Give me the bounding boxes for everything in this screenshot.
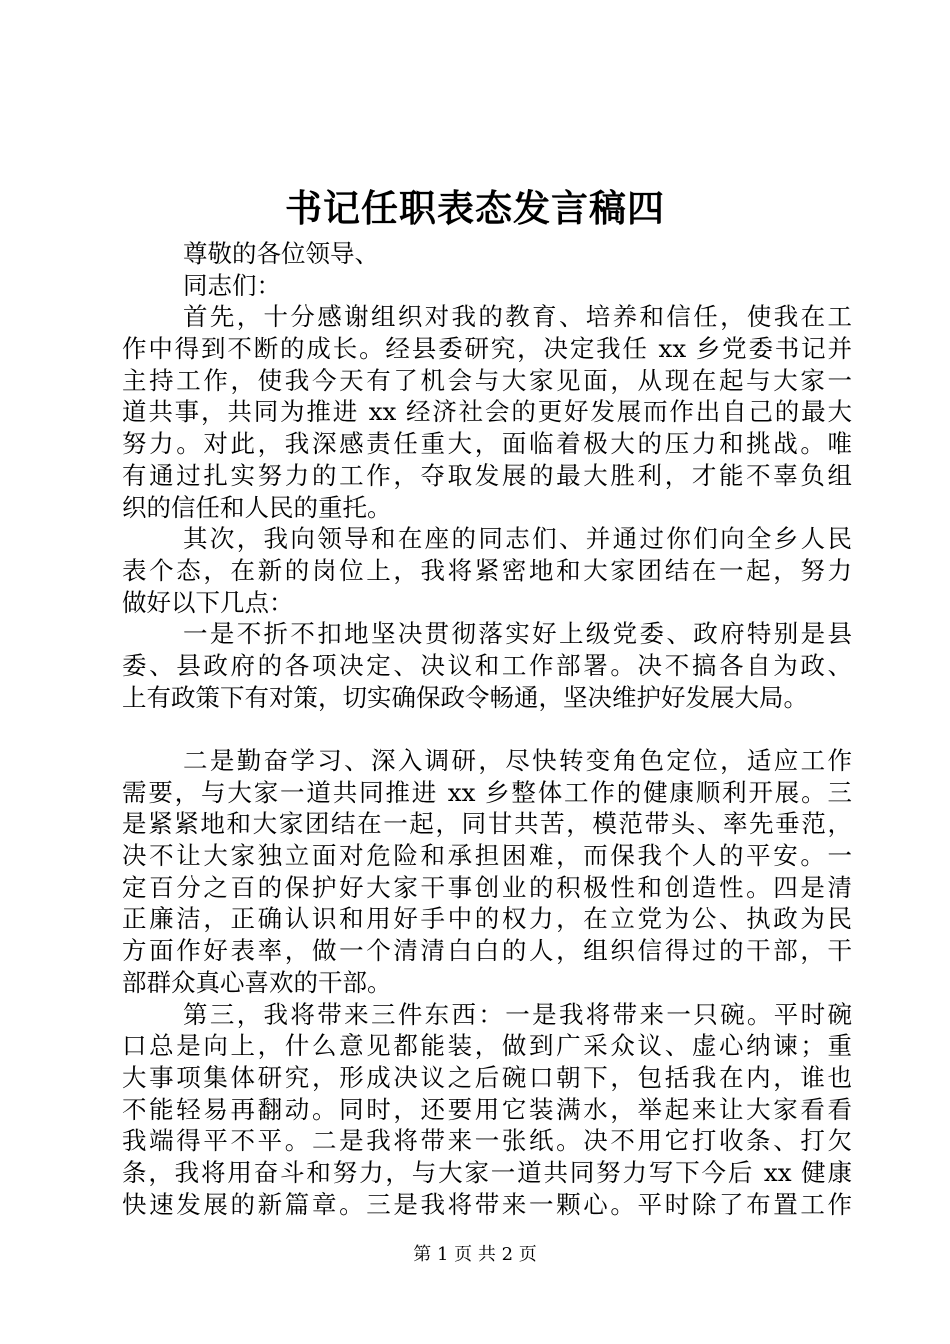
text-line: 尊敬的各位领导、 [183, 239, 379, 268]
text-line: 不能轻易再翻动。同时，还要用它装满水，举起来让大家看看 [122, 1094, 852, 1124]
text-line: 部群众真心喜欢的干部。 [122, 967, 392, 997]
paragraph [122, 745, 852, 999]
text-line: 决不让大家独立面对危险和承担困难，而保我个人的平安。一 [122, 841, 852, 871]
text-line: 第三，我将带来三件东西：一是我将带来一只碗。平时碗 [183, 999, 852, 1029]
paragraph [122, 301, 852, 523]
text-line: 其次，我向领导和在座的同志们、并通过你们向全乡人民 [183, 524, 852, 554]
text-line: 努力。对此，我深感责任重大，面临着极大的压力和挑战。唯 [122, 429, 852, 459]
text-line: 条，我将用奋斗和努力，与大家一道共同努力写下今后 xx 健康 [122, 1157, 852, 1187]
paragraph [122, 238, 852, 270]
paragraph [122, 618, 852, 713]
document-title: 书记任职表态发言稿四 [285, 186, 665, 230]
text-line: 二是勤奋学习、深入调研，尽快转变角色定位，适应工作 [183, 746, 852, 775]
text-line: 作中得到不断的成长。经县委研究，决定我任 xx 乡党委书记并 [122, 334, 852, 364]
text-line: 快速发展的新篇章。三是我将带来一颗心。平时除了布置工作 [122, 1189, 852, 1219]
text-line: 主持工作，使我今天有了机会与大家见面，从现在起与大家一 [122, 365, 852, 395]
text-line: 正廉洁，正确认识和用好手中的权力，在立党为公、执政为民 [122, 904, 852, 934]
text-line: 做好以下几点： [122, 587, 294, 617]
text-line: 织的信任和人民的重托。 [122, 492, 392, 522]
text-line: 大事项集体研究，形成决议之后碗口朝下，包括我在内，谁也 [122, 1062, 852, 1092]
text-line: 需要，与大家一道共同推进 xx 乡整体工作的健康顺利开展。三 [122, 777, 852, 807]
page-footer: 第 1 页 共 2 页 [413, 1244, 537, 1265]
text-line: 我端得平不平。二是我将带来一张纸。决不用它打收条、打欠 [122, 1126, 852, 1156]
paragraph [122, 523, 852, 618]
text-line: 首先，十分感谢组织对我的教育、培养和信任，使我在工 [183, 302, 852, 332]
text-line: 口总是向上，什么意见都能装，做到广采众议、虚心纳谏；重 [122, 1031, 852, 1061]
paragraph-gap [122, 713, 852, 745]
text-line: 道共事，共同为推进 xx 经济社会的更好发展而作出自己的最大 [122, 397, 852, 427]
text-line: 一是不折不扣地坚决贯彻落实好上级党委、政府特别是县 [183, 619, 852, 649]
document-body [122, 238, 852, 1220]
text-line: 方面作好表率，做一个清清白白的人，组织信得过的干部，干 [122, 936, 852, 966]
text-line: 有通过扎实努力的工作，夺取发展的最大胜利，才能不辜负组 [122, 460, 852, 490]
text-line: 同志们： [183, 270, 281, 300]
text-line: 上有政策下有对策，切实确保政令畅通，坚决维护好发展大局。 [122, 682, 808, 712]
text-line: 表个态，在新的岗位上，我将紧密地和大家团结在一起，努力 [122, 555, 852, 585]
text-line: 委、县政府的各项决定、决议和工作部署。决不搞各自为政、 [122, 650, 852, 680]
paragraph [122, 270, 852, 302]
paragraph [122, 999, 852, 1221]
text-line: 是紧紧地和大家团结在一起，同甘共苦，模范带头、率先垂范， [122, 809, 852, 839]
text-line: 定百分之百的保护好大家干事创业的积极性和创造性。四是清 [122, 872, 852, 902]
